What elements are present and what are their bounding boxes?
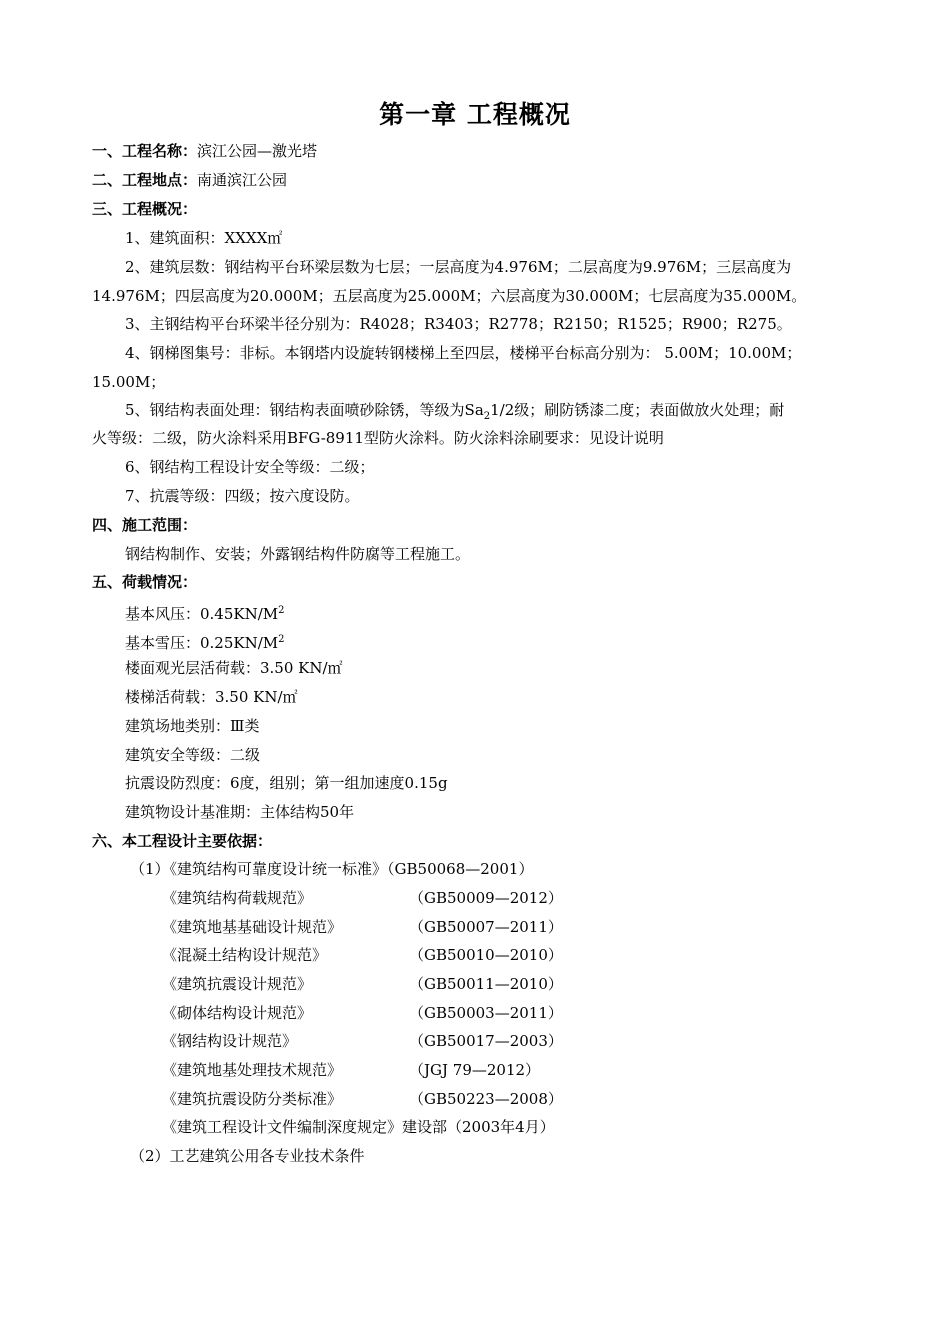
- basis-ref: [162, 974, 942, 994]
- load-snow-text: 基本雪压：0.25KN/M: [125, 634, 279, 652]
- load-item: 楼面观光层活荷载：3.50 KN/㎡: [125, 659, 343, 677]
- project-name-label: 一、工程名称：: [92, 142, 198, 160]
- basis-ref-name: 《建筑抗震设计规范》: [162, 975, 313, 993]
- page-title: 第一章 工程概况: [379, 100, 571, 129]
- basis-ref-name: 《砌体结构设计规范》: [162, 1004, 313, 1022]
- basis-ref-code: （GB50003—2011）: [409, 1004, 563, 1022]
- project-location-value: 南通滨江公园: [197, 171, 288, 189]
- basis-ref-name: 《建筑结构荷载规范》: [162, 889, 313, 907]
- basis-ref: [162, 945, 942, 965]
- overview-heading: 三、工程概况：: [92, 200, 198, 218]
- basis-ref-code: （JGJ 79—2012）: [409, 1061, 541, 1079]
- load-item: 建筑场地类别：Ⅲ类: [125, 717, 260, 735]
- overview-item-surface: [125, 400, 905, 427]
- project-name-value: 滨江公园—激光塔: [197, 142, 318, 160]
- load-item: 抗震设防烈度：6度，组别；第一组加速度0.15g: [125, 774, 448, 792]
- basis-ref: [162, 1003, 942, 1023]
- basis-last-ref: 《建筑工程设计文件编制深度规定》建设部（2003年4月）: [162, 1118, 555, 1136]
- basis-ref: [162, 1031, 942, 1051]
- basis-ref-name: 《建筑抗震设防分类标准》: [162, 1090, 343, 1108]
- load-item: 建筑安全等级：二级: [125, 746, 261, 764]
- basis-ref-code: （GB50007—2011）: [409, 918, 563, 936]
- load-wind: [125, 601, 905, 624]
- load-item: 楼梯活荷载：3.50 KN/㎡: [125, 688, 298, 706]
- surface-subscript: 2: [483, 411, 491, 422]
- basis-ref-code: （GB50017—2003）: [409, 1032, 563, 1050]
- basis-ref-code: （GB50010—2010）: [409, 946, 563, 964]
- project-location-label: 二、工程地点：: [92, 171, 198, 189]
- basis-ref: [162, 1089, 942, 1109]
- overview-item-area: 1、建筑面积：XXXX㎡: [125, 229, 283, 247]
- basis-ref-name: 《混凝土结构设计规范》: [162, 946, 328, 964]
- scope-text: 钢结构制作、安装；外露钢结构件防腐等工程施工。: [125, 545, 471, 563]
- overview-item-seismic: 7、抗震等级：四级；按六度设防。: [125, 487, 360, 505]
- basis-ref-name: 《建筑地基基础设计规范》: [162, 918, 343, 936]
- project-location-line: [92, 170, 872, 190]
- load-snow-sup: 2: [278, 634, 285, 645]
- basis-ref: [162, 888, 942, 908]
- basis-heading: 六、本工程设计主要依据：: [92, 832, 273, 850]
- basis-ref-name: 《建筑地基处理技术规范》: [162, 1061, 343, 1079]
- load-wind-sup: 2: [278, 605, 285, 616]
- basis-ref-code: （GB50009—2012）: [409, 889, 563, 907]
- basis-ref-name: 《钢结构设计规范》: [162, 1032, 298, 1050]
- surface-text-b: 1/2级；刷防锈漆二度；表面做放火处理；耐: [490, 401, 785, 419]
- load-heading: 五、荷载情况：: [92, 573, 198, 591]
- scope-heading: 四、施工范围：: [92, 516, 198, 534]
- basis-ref-code: （GB50223—2008）: [409, 1090, 563, 1108]
- load-snow: [125, 630, 905, 653]
- overview-item-stairs-cont: 15.00M；: [92, 373, 166, 391]
- basis-ref-code: （GB50011—2010）: [409, 975, 563, 993]
- basis-ref: [162, 1060, 942, 1080]
- load-wind-text: 基本风压：0.45KN/M: [125, 605, 279, 623]
- basis-second: （2）工艺建筑公用各专业技术条件: [130, 1147, 365, 1165]
- basis-first: （1）《建筑结构可靠度设计统一标准》（GB50068—2001）: [130, 860, 534, 878]
- surface-text-a: 5、钢结构表面处理：钢结构表面喷砂除锈，等级为Sa: [125, 401, 484, 419]
- overview-item-surface-cont: 火等级：二级，防火涂料采用BFG-8911型防火涂料。防火涂料涂刷要求：见设计说明: [92, 429, 664, 447]
- overview-item-safety: 6、钢结构工程设计安全等级：二级；: [125, 458, 375, 476]
- overview-item-radius: 3、主钢结构平台环梁半径分别为：R4028；R3403；R2778；R2150；R1525；R900；R275。: [125, 315, 792, 333]
- load-item: 建筑物设计基准期：主体结构50年: [125, 803, 355, 821]
- project-name-line: [92, 141, 872, 161]
- overview-item-floors: 2、建筑层数：钢结构平台环梁层数为七层；一层高度为4.976M；二层高度为9.976M；三层高度为: [125, 258, 792, 276]
- overview-item-floors-cont: 14.976M；四层高度为20.000M；五层高度为25.000M；六层高度为30.000M；七层高度为35.000M。: [92, 287, 807, 305]
- basis-ref: [162, 917, 942, 937]
- overview-item-stairs: 4、钢梯图集号：非标。本钢塔内设旋转钢楼梯上至四层，楼梯平台标高分别为： 5.00M；10.00M；: [125, 344, 802, 362]
